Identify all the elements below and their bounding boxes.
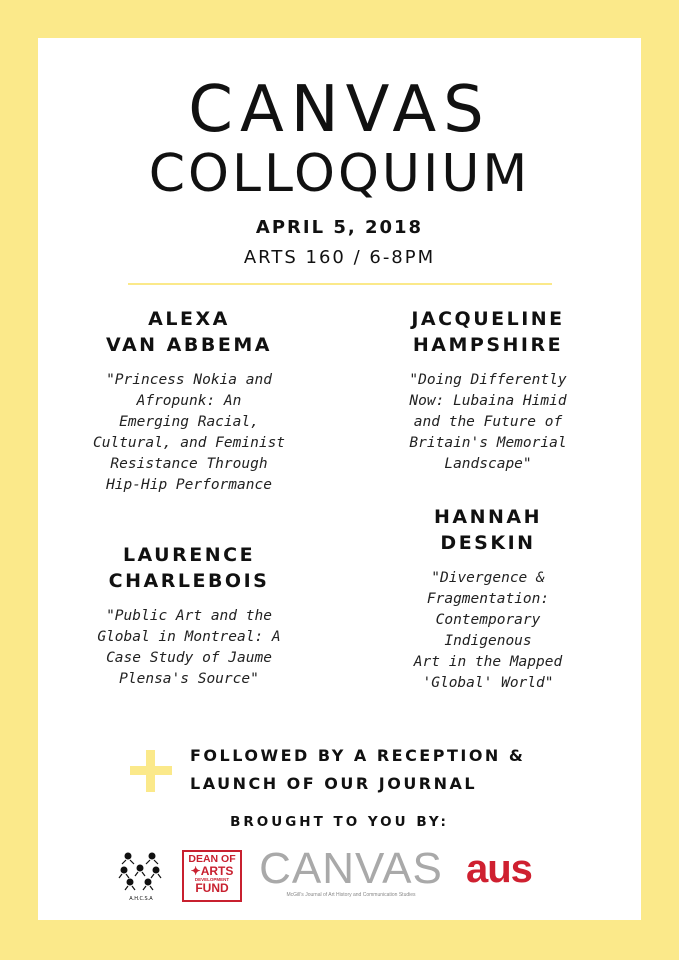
talk-title-line: Resistance Through	[110, 456, 268, 472]
talk-title-line: Case Study of Jaume	[106, 650, 272, 666]
divider-line	[128, 283, 552, 285]
canvas-logo-tagline: McGill's Journal of Art History and Communication Studies	[286, 892, 416, 898]
talk-title-line: 'Global' World"	[422, 675, 554, 691]
title-line-2: COLLOQUIUM	[148, 144, 531, 204]
talk-title-line: Contemporary	[435, 612, 541, 628]
talk-title-line: Britain's Memorial	[409, 435, 567, 451]
sponsors-heading: BROUGHT TO YOU BY:	[230, 814, 449, 830]
speaker-block	[338, 504, 638, 694]
dean-logo-line: DEAN OF	[188, 853, 236, 865]
talk-title-line: Cultural, and Feminist	[92, 435, 286, 451]
plus-icon	[130, 750, 172, 792]
poster-card	[38, 38, 641, 920]
reception-note	[190, 742, 630, 798]
talk-title-line: Now: Lubaina Himid	[409, 393, 567, 409]
talk-title-line: Afropunk: An	[136, 393, 242, 409]
speaker-name: ALEXA	[148, 308, 230, 330]
ahcsa-logo	[116, 848, 166, 902]
talk-title-line: "Public Art and the	[106, 608, 272, 624]
talk-title-line: and the Future of	[413, 414, 563, 430]
talk-title-line: Art in the Mapped	[413, 654, 563, 670]
talk-title-line: Global in Montreal: A	[97, 629, 281, 645]
talk-title-line: Indigenous	[444, 633, 532, 649]
talk-title-line: "Doing Differently	[409, 372, 567, 388]
dean-logo-line: DEVELOPMENT	[194, 877, 230, 882]
reception-line: FOLLOWED BY A RECEPTION &	[190, 746, 526, 765]
speaker-name: JACQUELINE	[411, 308, 565, 330]
dean-logo-line: FUND	[195, 881, 229, 895]
talk-title-line: Hip-Hip Performance	[106, 477, 272, 493]
speaker-block	[38, 306, 340, 496]
ahcsa-label: A.H.C.S.A	[129, 896, 153, 902]
speaker-block	[338, 306, 638, 475]
speaker-block	[38, 542, 340, 690]
talk-title-line: Plensa's Source"	[119, 671, 259, 687]
talk-title-line: Emerging Racial,	[119, 414, 259, 430]
aus-logo: aus	[466, 847, 532, 891]
reception-line: LAUNCH OF OUR JOURNAL	[190, 774, 478, 793]
speaker-name: VAN ABBEMA	[106, 334, 272, 356]
speaker-name: HANNAH	[433, 506, 542, 528]
talk-title-line: "Princess Nokia and	[106, 372, 272, 388]
speaker-name: DESKIN	[440, 532, 536, 554]
title-line-1: CANVAS	[188, 73, 491, 147]
maple-leaf-icon: ✦	[190, 864, 201, 878]
event-date: APRIL 5, 2018	[255, 217, 424, 238]
canvas-logo-name: CANVAS	[259, 844, 443, 893]
talk-title-line: Fragmentation:	[426, 591, 550, 607]
speaker-name: CHARLEBOIS	[108, 570, 270, 592]
canvas-journal-logo	[258, 846, 444, 899]
dean-of-arts-logo	[182, 850, 242, 902]
talk-title-line: Landscape"	[444, 456, 532, 472]
talk-title-line: "Divergence &	[431, 570, 545, 586]
event-venue-time: ARTS 160 / 6-8PM	[243, 247, 436, 268]
dean-logo-line: ✦ARTS	[190, 864, 234, 878]
speaker-name: HAMPSHIRE	[412, 334, 564, 356]
speaker-name: LAURENCE	[122, 544, 256, 566]
